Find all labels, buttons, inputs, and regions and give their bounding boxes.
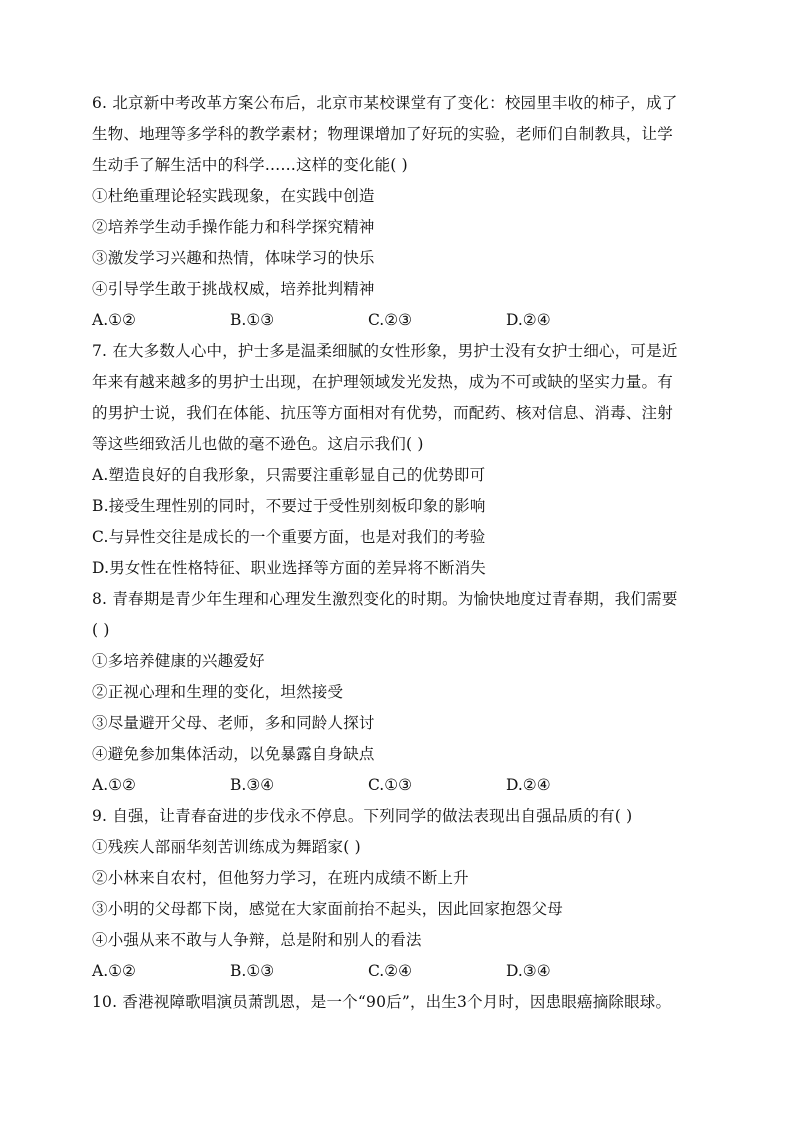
option-b: B.①③ <box>230 962 275 980</box>
question-stem-line: 8. 青春期是青少年生理和心理发生激烈变化的时期。为愉快地度过青春期，我们需要 <box>92 590 678 608</box>
option-b: B.③④ <box>230 776 275 794</box>
statement-item: ①杜绝重理论轻实践现象，在实践中创造 <box>92 187 375 205</box>
question-stem-line: 生物、地理等多学科的教学素材；物理课增加了好玩的实验，老师们自制教具，让学 <box>92 125 673 143</box>
option-c: C.②④ <box>368 962 413 980</box>
question-stem-line: 7. 在大多数人心中，护士多是温柔细腻的女性形象，男护士没有女护士细心，可是近 <box>92 342 678 360</box>
question-stem-line: 的男护士说，我们在体能、抗压等方面相对有优势，而配药、核对信息、消毒、注射 <box>92 404 673 422</box>
question-stem-line: 年来有越来越多的男护士出现，在护理领域发光发热，成为不可或缺的坚实力量。有 <box>92 373 673 391</box>
statement-item: ③激发学习兴趣和热情，体味学习的快乐 <box>92 249 375 267</box>
option-d: D.②④ <box>506 776 551 794</box>
statement-item: ④引导学生敢于挑战权威，培养批判精神 <box>92 280 375 298</box>
question-6 <box>92 88 704 336</box>
statement-item: ②正视心理和生理的变化，坦然接受 <box>92 683 344 701</box>
question-9 <box>92 801 704 987</box>
question-10 <box>92 987 704 1018</box>
option-d: D.③④ <box>506 962 551 980</box>
statement-item: ④避免参加集体活动，以免暴露自身缺点 <box>92 745 375 763</box>
option-a: A.①② <box>92 962 136 980</box>
question-stem-line: 9. 自强，让青春奋进的步伐永不停息。下列同学的做法表现出自强品质的有( ) <box>92 807 633 825</box>
question-stem-line: 等这些细致活儿也做的毫不逊色。这启示我们( ) <box>92 435 424 453</box>
question-8 <box>92 584 704 801</box>
option-c: C.①③ <box>368 776 413 794</box>
option-c: C.②③ <box>368 311 413 329</box>
option-a: A.①② <box>92 311 136 329</box>
option-a: A.①② <box>92 776 136 794</box>
option-d: D.男女性在性格特征、职业选择等方面的差异将不断消失 <box>92 559 487 577</box>
answer-options <box>92 956 704 987</box>
option-b: B.①③ <box>230 311 275 329</box>
answer-options <box>92 305 704 336</box>
statement-item: ③尽量避开父母、老师，多和同龄人探讨 <box>92 714 375 732</box>
option-a: A.塑造良好的自我形象，只需要注重彰显自己的优势即可 <box>92 466 486 484</box>
statement-item: ②小林来自农村，但他努力学习，在班内成绩不断上升 <box>92 869 469 887</box>
option-c: C.与异性交往是成长的一个重要方面，也是对我们的考验 <box>92 528 486 546</box>
statement-item: ③小明的父母都下岗，感觉在大家面前抬不起头，因此回家抱怨父母 <box>92 900 564 918</box>
option-b: B.接受生理性别的同时，不要过于受性别刻板印象的影响 <box>92 497 486 515</box>
question-7 <box>92 336 704 584</box>
statement-item: ①多培养健康的兴趣爱好 <box>92 652 265 670</box>
exam-page <box>92 88 704 1018</box>
statement-item: ②培养学生动手操作能力和科学探究精神 <box>92 218 375 236</box>
question-stem-line: 10. 香港视障歌唱演员萧凯恩，是一个“90后”，出生3个月时，因患眼癌摘除眼球。 <box>92 993 672 1011</box>
question-stem-line: ( ) <box>92 621 110 639</box>
option-d: D.②④ <box>506 311 551 329</box>
statement-item: ④小强从来不敢与人争辩，总是附和别人的看法 <box>92 931 422 949</box>
statement-item: ①残疾人部丽华刻苦训练成为舞蹈家( ) <box>92 838 361 856</box>
question-stem-line: 生动手了解生活中的科学……这样的变化能( ) <box>92 156 408 174</box>
answer-options <box>92 770 704 801</box>
question-stem-line: 6. 北京新中考改革方案公布后，北京市某校课堂有了变化：校园里丰收的柿子，成了 <box>92 94 678 112</box>
